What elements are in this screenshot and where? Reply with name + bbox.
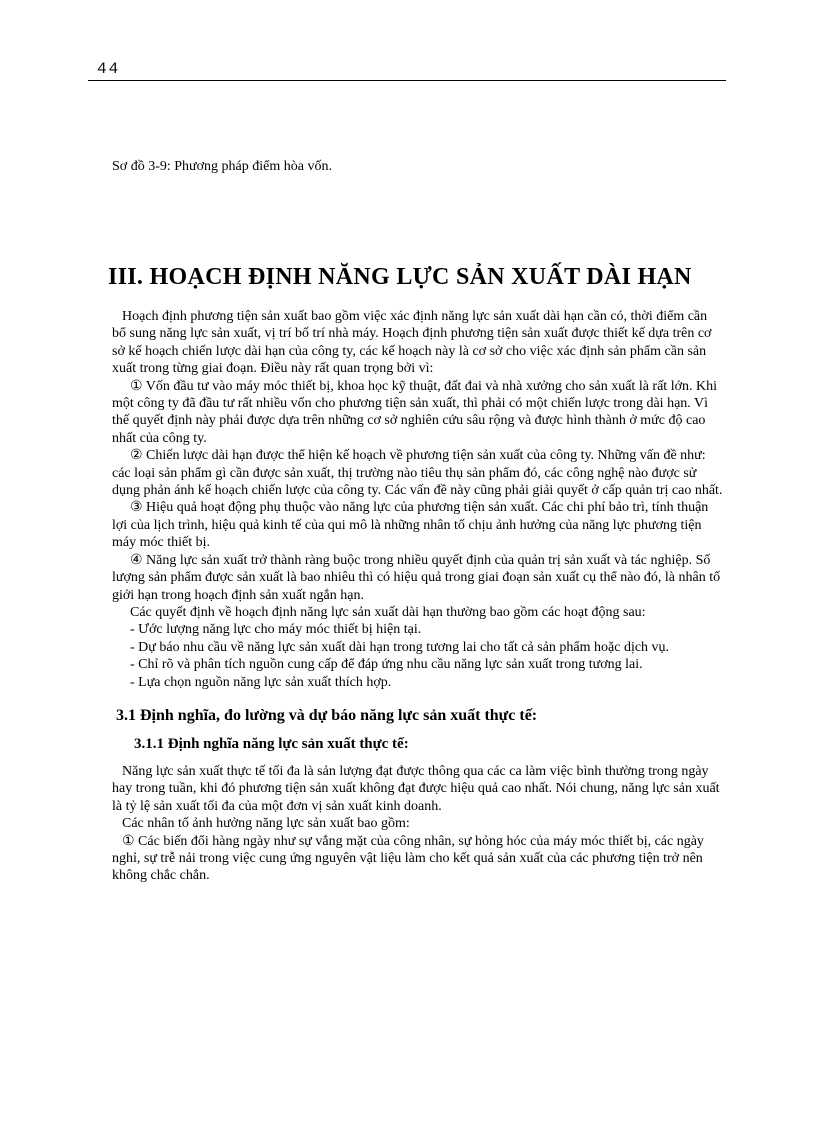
figure-caption: Sơ đồ 3-9: Phương pháp điểm hòa vốn. [112, 159, 332, 174]
subsubsection-title: 3.1.1 Định nghĩa năng lực sản xuất thực tế: [134, 735, 409, 752]
reason-item: ② Chiến lược dài hạn được thể hiện kế hoạch về phương tiện sản xuất của công ty. Những vấn đề như: các loại sản phẩm gì cần được sản xuất, thị trường nào tiêu thụ sản phẩm đó, các công nghệ nào được sử dụng phản ánh kế hoạch chiến lược của công ty. Các vấn đề này cũng phải giải quyết ở cấp quản trị cao nhất. [112, 448, 723, 499]
reason-item: ③ Hiệu quả hoạt động phụ thuộc vào năng lực của phương tiện sản xuất. Các chi phí bảo trì, tính thuận lợi của lịch trình, hiệu quả kinh tế của qui mô là những nhân tố chịu ảnh hưởng của năng lực phương tiện máy móc thiết bị. [112, 500, 709, 551]
activity-item: - Lựa chọn nguồn năng lực sản xuất thích hợp. [130, 674, 392, 690]
header-rule [88, 80, 726, 81]
activity-item: - Ước lượng năng lực cho máy móc thiết bị hiện tại. [130, 622, 422, 638]
activity-item: - Chỉ rõ và phân tích nguồn cung cấp để đáp ứng nhu cầu năng lực sản xuất trong tương lai. [130, 657, 643, 673]
factor-item: ① Các biến đổi hàng ngày như sự vắng mặt của công nhân, sự hỏng hóc của máy móc thiết bị, các ngày nghỉ, sự trễ nải trong việc cung ứng nguyên vật liệu làm cho kết quả sản xuất của các phương tiện trở nên không chắc chắn. [112, 833, 704, 884]
page-body [108, 158, 724, 885]
reason-item: ④ Năng lực sản xuất trở thành ràng buộc trong nhiều quyết định của quản trị sản xuất và tác nghiệp. Số lượng sản phẩm được sản xuất là bao nhiêu thì có hiệu quả trong giai đoạn sản xuất cụ thể nào đó, là nhân tố giới hạn trong hoạch định sản xuất ngắn hạn. [112, 552, 721, 603]
factors-intro: Các nhân tố ảnh hưởng năng lực sản xuất bao gồm: [122, 816, 410, 832]
definition-paragraph: Năng lực sản xuất thực tế tối đa là sản lượng đạt được thông qua các ca làm việc bình thường trong ngày hay trong tuần, khi đó phương tiện sản xuất không đạt được hiệu quả cao nhất. Nói chung, năng lực sản xuất là tỷ lệ sản xuất tối đa của một đơn vị sản xuất kinh doanh. [112, 763, 720, 814]
intro-paragraph: Hoạch định phương tiện sản xuất bao gồm việc xác định năng lực sản xuất dài hạn cần có, thời điểm cần bổ sung năng lực sản xuất, vị trí bố trí nhà máy. Hoạch định phương tiện sản xuất được thiết kế dựa trên cơ sở kế hoạch chiến lược dài hạn của công ty, các kế hoạch này là cơ sở cho việc xác định sản phẩm cần sản xuất trong từng giai đoạn. Điều này rất quan trọng bởi vì: [112, 309, 712, 377]
subsection-title: 3.1 Định nghĩa, đo lường và dự báo năng lực sản xuất thực tế: [116, 706, 538, 724]
section-title: III. HOẠCH ĐỊNH NĂNG LỰC SẢN XUẤT DÀI HẠN [108, 264, 692, 290]
page-number: 44 [97, 60, 121, 78]
activity-item: - Dự báo nhu cầu về năng lực sản xuất dài hạn trong tương lai cho tất cả sản phẩm hoặc dịch vụ. [130, 639, 670, 655]
reason-item: ① Vốn đầu tư vào máy móc thiết bị, khoa học kỹ thuật, đất đai và nhà xưởng cho sản xuất là rất lớn. Khi một công ty đã đầu tư rất nhiều vốn cho phương tiện sản xuất, thì phải có một chiến lược trong dài hạn. Vì thế quyết định này phải được dựa trên những cơ sở nghiên cứu sâu rộng và được hình thành ở mức độ cao nhất của công ty. [112, 378, 717, 446]
decisions-intro: Các quyết định về hoạch định năng lực sản xuất dài hạn thường bao gồm các hoạt động sau: [130, 604, 646, 620]
